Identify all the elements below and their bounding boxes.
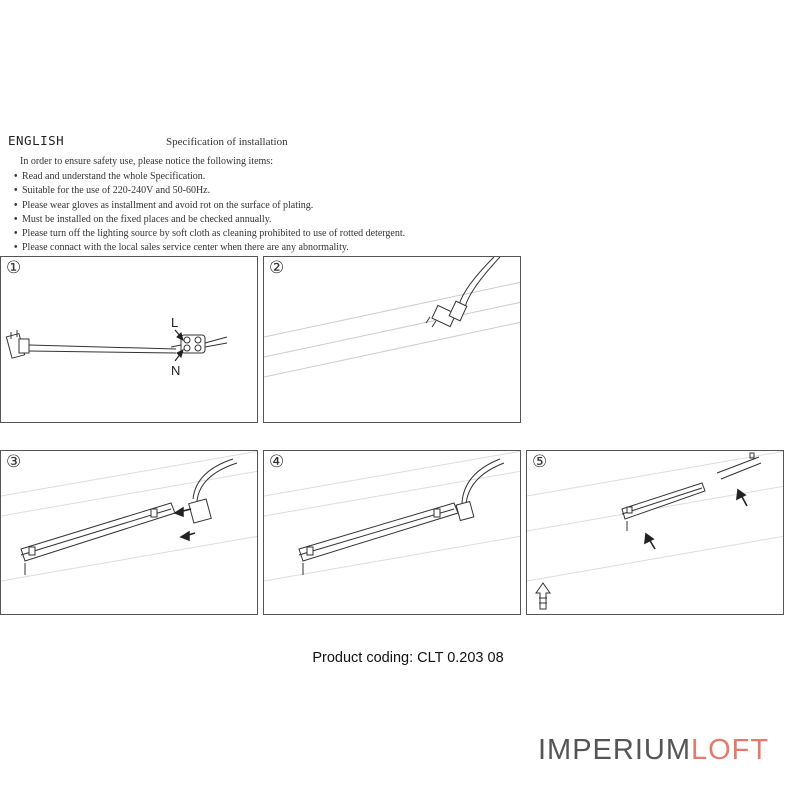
brand-logo-part2: LOFT	[691, 734, 770, 766]
ceiling-lines	[264, 282, 521, 377]
spec-title: Specification of installation	[166, 136, 288, 148]
instruction-item: • Please wear gloves as installment and avoid rot on the surface of plating.	[14, 199, 405, 213]
step-1-panel	[0, 256, 258, 423]
step-3-illustration	[1, 451, 258, 615]
ceiling-lines	[527, 451, 784, 581]
step-number: ②	[269, 258, 285, 278]
instruction-item: • Suitable for the use of 220-240V and 50-60Hz.	[14, 184, 405, 198]
bullet: •	[14, 228, 18, 240]
step-number: ⑤	[532, 452, 548, 472]
plug-icon	[6, 330, 29, 358]
instruction-list	[14, 170, 405, 256]
plug-icon	[189, 499, 212, 523]
step-number: ①	[6, 258, 22, 278]
plug-icon	[426, 301, 467, 327]
instruction-item: • Please turn off the lighting source by soft cloth as cleaning prohibited to use of rotted detergent.	[14, 227, 405, 241]
bullet: •	[14, 199, 18, 211]
bullet: •	[14, 185, 18, 197]
up-direction-icon	[536, 583, 550, 609]
neutral-wire-label: N	[171, 363, 181, 378]
rail-extension	[717, 453, 761, 479]
instruction-item: • Read and understand the whole Specification.	[14, 170, 405, 184]
bullet: •	[14, 242, 18, 254]
step-3-panel	[0, 450, 258, 615]
track-rail-icon	[299, 503, 458, 575]
instruction-item: • Please connact with the local sales service center when there are any abnormality.	[14, 241, 405, 255]
language-label: ENGLISH	[8, 133, 65, 148]
step-number: ④	[269, 452, 285, 472]
step-4-panel	[263, 450, 521, 615]
step-2-panel	[263, 256, 521, 423]
product-coding: Product coding: CLT 0.203 08	[312, 650, 504, 666]
bullet: •	[14, 213, 18, 225]
step-number: ③	[6, 452, 22, 472]
brand-logo-part1: IMPERIUM	[538, 734, 691, 766]
instruction-item: • Must be installed on the fixed places and be checked annually.	[14, 213, 405, 227]
plug-icon	[456, 501, 474, 520]
ceiling-lines	[264, 451, 521, 581]
bullet: •	[14, 171, 18, 182]
step-2-illustration	[264, 257, 521, 423]
step-5-illustration	[527, 451, 784, 615]
live-wire-label: L	[171, 315, 179, 330]
step-4-illustration	[264, 451, 521, 615]
brand-logo	[538, 734, 769, 767]
step-1-illustration	[1, 257, 258, 423]
intro-text: In order to ensure safety use, please notice the following items:	[20, 156, 273, 167]
step-5-panel	[526, 450, 784, 615]
